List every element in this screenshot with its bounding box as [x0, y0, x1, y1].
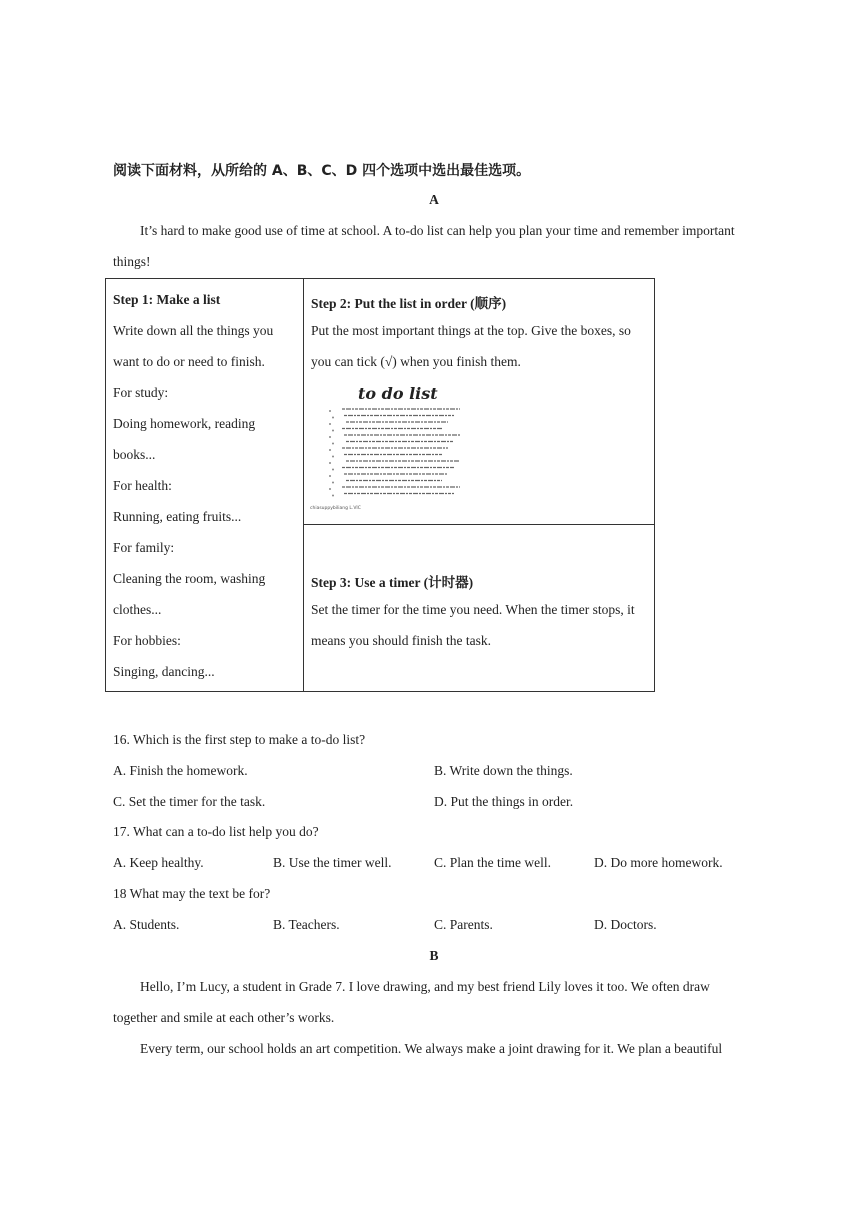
- list-bullet-dot: [329, 423, 331, 425]
- question-17-option: D. Do more homework.: [594, 855, 723, 870]
- question-17-option: A. Keep healthy.: [113, 855, 204, 870]
- question-18-option: A. Students.: [113, 917, 180, 932]
- list-bullet-dot: [329, 462, 331, 464]
- list-bullet-dot: [329, 449, 331, 451]
- step1-line: Cleaning the room, washing: [113, 571, 266, 586]
- step1-line: clothes...: [113, 602, 162, 617]
- list-bullet-dot: [329, 488, 331, 490]
- step2-line: you can tick (√) when you finish them.: [311, 354, 521, 369]
- question-17-option: B. Use the timer well.: [273, 855, 392, 870]
- section-b-line: Every term, our school holds an art competition. We always make a joint drawing for it. We plan a beautiful: [140, 1041, 723, 1056]
- list-bullet-dot: [332, 482, 334, 484]
- list-bullet-dot: [332, 430, 334, 432]
- section-a-heading: A: [429, 192, 439, 207]
- instruction: 阅读下面材料，从所给的 A、B、C、D 四个选项中选出最佳选项。: [113, 163, 531, 179]
- question-18-stem: 18 What may the text be for?: [113, 886, 271, 901]
- section-b-line: together and smile at each other’s works.: [113, 1010, 335, 1025]
- question-18-option: C. Parents.: [434, 917, 493, 932]
- list-bullet-dot: [329, 410, 331, 412]
- step3-line: Set the timer for the time you need. When the timer stops, it: [311, 602, 635, 617]
- step3-cell: [304, 525, 655, 692]
- step1-cell: [106, 279, 304, 692]
- question-16-stem: 16. Which is the first step to make a to-do list?: [113, 732, 366, 747]
- list-bullet-dot: [332, 417, 334, 419]
- step1-line: For hobbies:: [113, 633, 181, 648]
- list-bullet-dot: [329, 475, 331, 477]
- step1-line: For health:: [113, 478, 172, 493]
- to-do-list-image: [310, 383, 470, 510]
- step3-line: means you should finish the task.: [311, 633, 491, 648]
- list-bullet-dot: [332, 495, 334, 497]
- question-16-option: A. Finish the homework.: [113, 763, 248, 778]
- step1-line: Running, eating fruits...: [113, 509, 242, 524]
- step2-title: Step 2: Put the list in order (顺序): [311, 296, 507, 311]
- intro-line-1: It’s hard to make good use of time at school. A to-do list can help you plan your time and remember important: [140, 223, 735, 238]
- list-bullet-dot: [329, 436, 331, 438]
- question-18-option: B. Teachers.: [273, 917, 340, 932]
- list-bullet-dot: [332, 456, 334, 458]
- step1-line: books...: [113, 447, 156, 462]
- image-title: to do list: [358, 384, 438, 403]
- intro-line-2: things!: [113, 254, 151, 269]
- question-17-stem: 17. What can a to-do list help you do?: [113, 824, 319, 839]
- image-caption: chiasuppybiliang L.VIC: [310, 506, 361, 510]
- list-bullet-dot: [332, 469, 334, 471]
- section-b-heading: B: [429, 948, 439, 963]
- step1-line: Write down all the things you: [113, 323, 274, 338]
- step1-line: For study:: [113, 385, 169, 400]
- question-16-option: C. Set the timer for the task.: [113, 794, 266, 809]
- step1-line: Doing homework, reading: [113, 416, 256, 431]
- question-17-option: C. Plan the time well.: [434, 855, 551, 870]
- list-bullet-dot: [332, 443, 334, 445]
- step1-line: want to do or need to finish.: [113, 354, 265, 369]
- step3-title: Step 3: Use a timer (计时器): [311, 575, 474, 590]
- question-16-option: D. Put the things in order.: [434, 794, 574, 809]
- step1-line: Singing, dancing...: [113, 664, 215, 679]
- step1-title: Step 1: Make a list: [113, 292, 221, 307]
- step2-line: Put the most important things at the top. Give the boxes, so: [311, 323, 631, 338]
- step1-line: For family:: [113, 540, 175, 555]
- question-18-option: D. Doctors.: [594, 917, 657, 932]
- question-16-option: B. Write down the things.: [434, 763, 573, 778]
- section-b-line: Hello, I’m Lucy, a student in Grade 7. I love drawing, and my best friend Lily loves it too. We often draw: [140, 979, 710, 994]
